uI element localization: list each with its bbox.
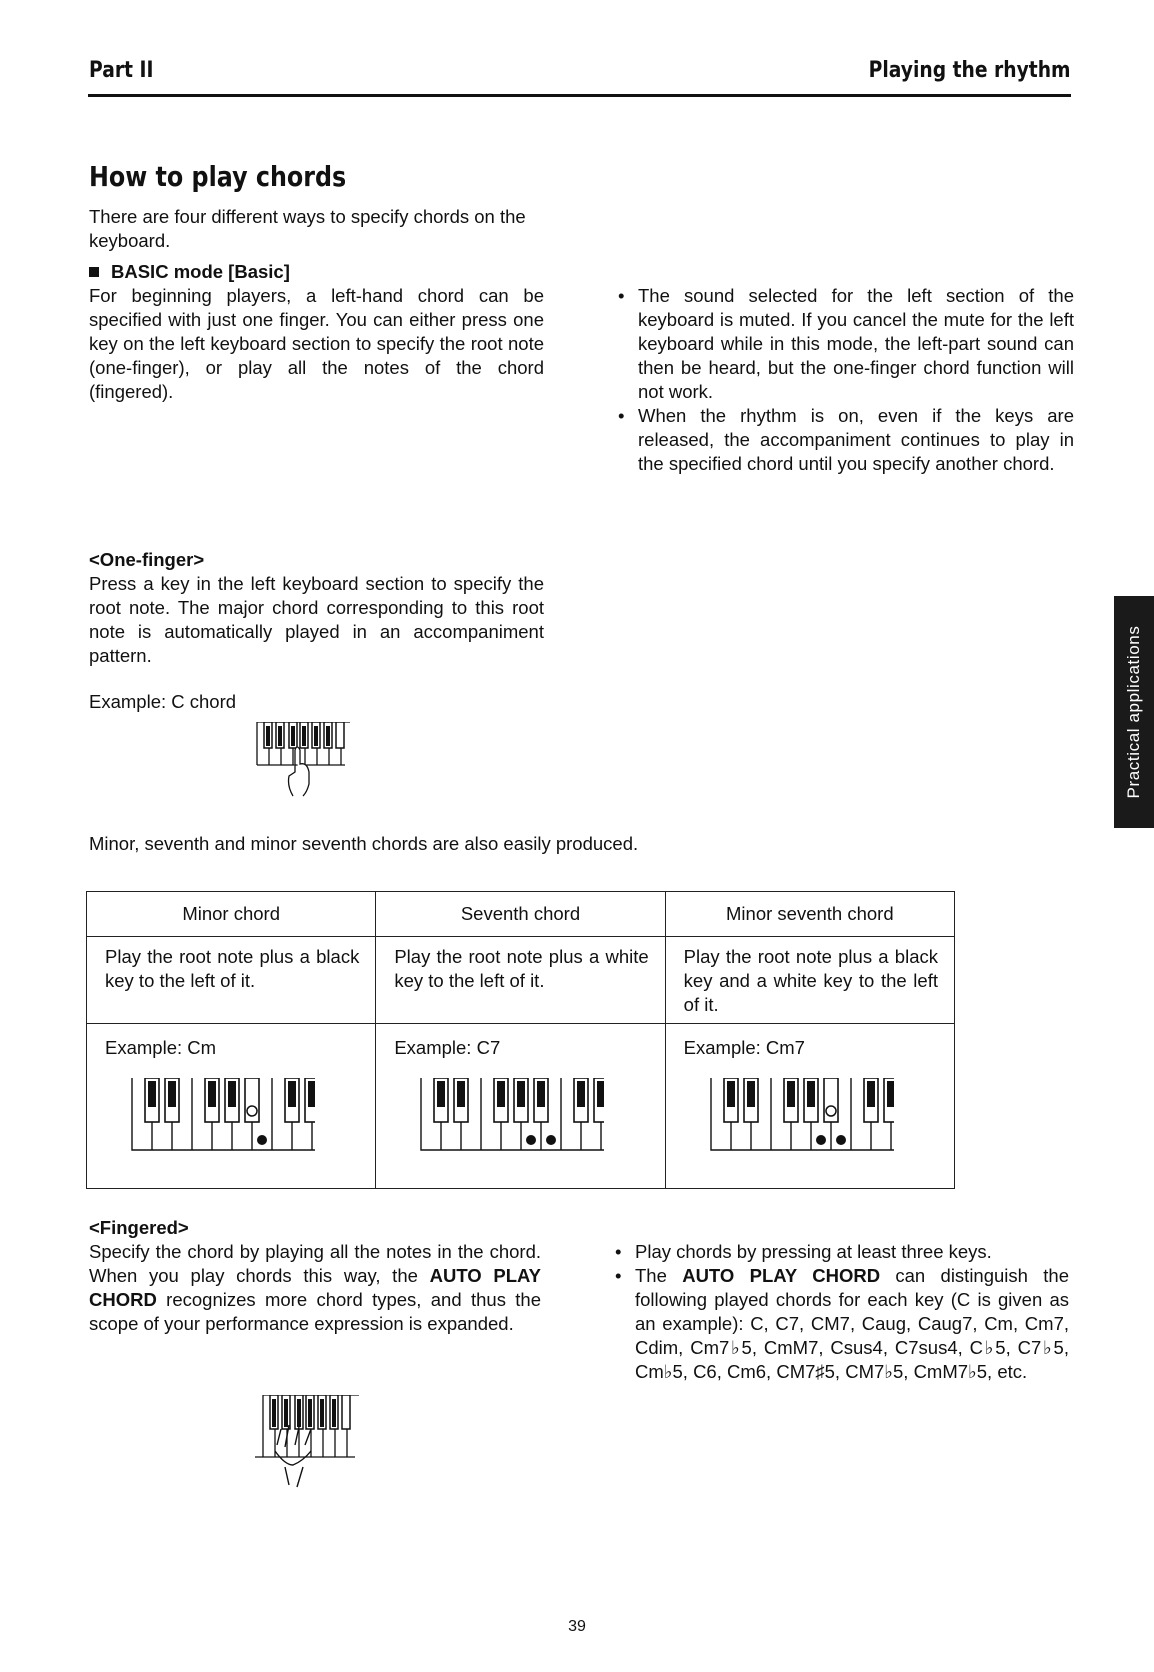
one-finger-heading: <One-finger>: [89, 549, 205, 570]
page-number: 39: [568, 1618, 586, 1635]
list-item: • When the rhythm is on, even if the keys are released, the accompaniment continues to play in the specified chord until you specify another chord.: [616, 404, 1074, 476]
fingered-notes: [613, 1240, 1069, 1384]
pressed-white-key-marker: [526, 1135, 536, 1145]
seventh-description: Play the root note plus a white key to the left of it.: [376, 937, 665, 1024]
minor-example-label: Example: Cm: [105, 1037, 217, 1058]
basic-mode-block: [89, 260, 544, 404]
cm-keyboard-diagram: [105, 1078, 315, 1158]
fingered-block: [89, 1216, 541, 1336]
one-finger-text: Press a key in the left keyboard section to specify the root note. The major chord corresponding to this root note is automatically played in an accompaniment pattern.: [89, 573, 544, 666]
chord-types-intro: Minor, seventh and minor seventh chords are also easily produced.: [89, 833, 639, 854]
section-side-tab: [1114, 596, 1154, 828]
root-note-marker: [836, 1135, 846, 1145]
fingered-text: Specify the chord by playing all the notes in the chord. When you play chords this way, the AUTO PLAY CHORD recognizes more chord types, and thus the scope of your performance expression is expanded.: [89, 1241, 541, 1334]
header-minor-seventh-chord: Minor seventh chord: [665, 892, 954, 937]
header-section: Playing the rhythm: [868, 58, 1070, 83]
basic-mode-text: For beginning players, a left-hand chord can be specified with just one finger. You can either press one key on the left keyboard section to specify the root note (one-finger), or play all the notes of the chord (fingered).: [89, 285, 544, 402]
c7-keyboard-diagram: [394, 1078, 604, 1158]
header-part: Part II: [89, 58, 154, 83]
table-row: [87, 937, 955, 1024]
minor-seventh-description: Play the root note plus a black key and a white key to the left of it.: [665, 937, 954, 1024]
one-finger-example-label: Example: C chord: [89, 691, 237, 712]
header-minor-chord: Minor chord: [87, 892, 376, 937]
list-item: • Play chords by pressing at least three keys.: [613, 1240, 1069, 1264]
fingered-keyboard-illustration: [255, 1395, 365, 1490]
pressed-white-key-marker: [816, 1135, 826, 1145]
chord-table: [86, 891, 955, 1189]
pressed-black-key-marker: [247, 1106, 257, 1116]
one-finger-block: [89, 548, 544, 668]
minor-seventh-example-cell: [665, 1024, 954, 1189]
intro-text: There are four different ways to specify chords on the keyboard.: [89, 206, 526, 251]
header-seventh-chord: Seventh chord: [376, 892, 665, 937]
basic-mode-notes: [616, 284, 1074, 476]
basic-mode-heading: BASIC mode [Basic]: [89, 260, 544, 284]
root-note-marker: [546, 1135, 556, 1145]
table-row: [87, 1024, 955, 1189]
minor-seventh-example-label: Example: Cm7: [683, 1037, 805, 1058]
one-finger-keyboard-illustration: [255, 722, 355, 812]
square-bullet-icon: [89, 267, 99, 277]
root-note-marker: [257, 1135, 267, 1145]
hand-icon: [275, 1425, 311, 1487]
list-item: • The sound selected for the left section of the keyboard is muted. If you cancel the mute for the left keyboard while in this mode, the left-part sound can then be heard, but the one-finger chord function will not work.: [616, 284, 1074, 404]
header-rule: [88, 94, 1071, 97]
minor-example-cell: [87, 1024, 376, 1189]
seventh-example-cell: [376, 1024, 665, 1189]
side-tab-label: Practical applications: [1124, 625, 1143, 799]
pressed-black-key-marker: [826, 1106, 836, 1116]
list-item: • The AUTO PLAY CHORD can distinguish the following played chords for each key (C is given as an example): C, C7, CM7, Caug, Caug7, Cm, Cm7, Cdim, Cm7♭5, CmM7, Csus4, C7sus4, C♭5, C7♭5, Cm♭5, C6, Cm6, CM7♯5, CM7♭5, CmM7♭5, etc.: [613, 1264, 1069, 1384]
table-header-row: [87, 892, 955, 937]
page-title: How to play chords: [89, 160, 347, 193]
fingered-heading: <Fingered>: [89, 1217, 189, 1238]
seventh-example-label: Example: C7: [394, 1037, 501, 1058]
minor-description: Play the root note plus a black key to the left of it.: [87, 937, 376, 1024]
cm7-keyboard-diagram: [684, 1078, 894, 1158]
finger-icon: [289, 747, 310, 796]
